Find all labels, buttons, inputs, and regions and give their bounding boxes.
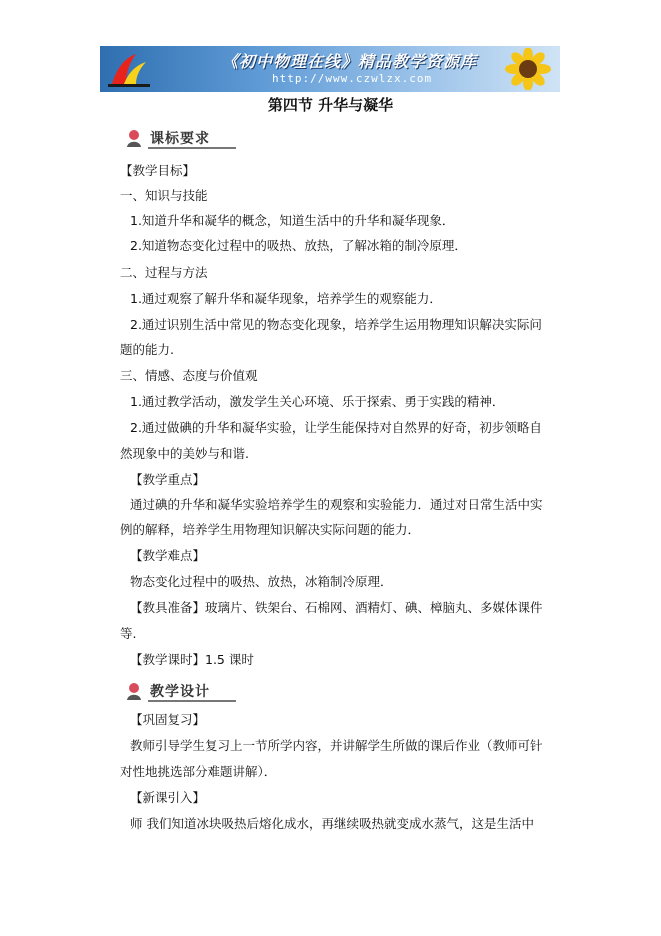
text-line: 【教学难点】 [130,548,206,563]
text-line: 1.通过教学活动，激发学生关心环境、乐于探索、勇于实践的精神． [130,394,505,409]
section-underline [148,147,236,149]
text-line: 教师引导学生复习上一节所学内容，并讲解学生所做的课后作业（教师可针 [130,738,543,753]
section-header-sheji [124,681,234,703]
text-line: 对性地挑选部分难题讲解）． [120,764,277,779]
text-line: 二、过程与方法 [120,265,208,280]
text-line: 通过碘的升华和凝华实验培养学生的观察和实验能力．通过对日常生活中实 [130,497,543,512]
text-line: 等. [120,626,137,641]
banner-title: 《初中物理在线》精品教学资源库 [222,52,478,71]
page-title: 第四节 升华与凝华 [267,96,394,114]
text-line: 【教学重点】 [130,472,206,487]
sunflower-icon [502,48,554,90]
section-tag-icon [124,128,144,148]
logo-icon [106,50,152,88]
text-line: 1.知道升华和凝华的概念，知道生活中的升华和凝华现象． [130,213,455,228]
text-line: 然现象中的美妙与和谐. [120,446,249,461]
text-line: 师 我们知道冰块吸热后熔化成水，再继续吸热就变成水蒸气，这是生活中 [130,816,534,831]
text-line: 【新课引入】 [130,790,206,805]
text-line: 三、情感、态度与价值观 [120,368,258,383]
section-underline [148,700,236,702]
text-line: 【教学目标】 [120,163,196,178]
text-line: 1.通过观察了解升华和凝华现象，培养学生的观察能力． [130,291,442,306]
section-label: 课标要求 [150,131,210,147]
text-line: 物态变化过程中的吸热、放热，冰箱制冷原理． [130,574,393,589]
text-line: 一、知识与技能 [120,188,208,203]
banner-url[interactable]: http://www.czwlzx.com [272,72,433,85]
text-line: 【教具准备】玻璃片、铁架台、石棉网、酒精灯、碘、樟脑丸、多媒体课件 [130,600,543,615]
text-line: 题的能力. [120,342,174,357]
text-line: 【巩固复习】 [130,712,206,727]
text-line: 【教学课时】1.5 课时 [130,652,254,667]
text-line: 2.通过做碘的升华和凝华实验，让学生能保持对自然界的好奇，初步领略自 [130,420,542,435]
header-banner [100,46,560,92]
text-line: 2.知道物态变化过程中的吸热、放热，了解冰箱的制冷原理． [130,238,467,253]
text-line: 例的解释，培养学生用物理知识解决实际问题的能力． [120,522,421,537]
section-tag-icon [124,681,144,701]
section-header-kebiao [124,128,234,150]
text-line: 2.通过识别生活中常见的物态变化现象，培养学生运用物理知识解决实际问 [130,317,542,332]
section-label: 教学设计 [150,684,210,700]
